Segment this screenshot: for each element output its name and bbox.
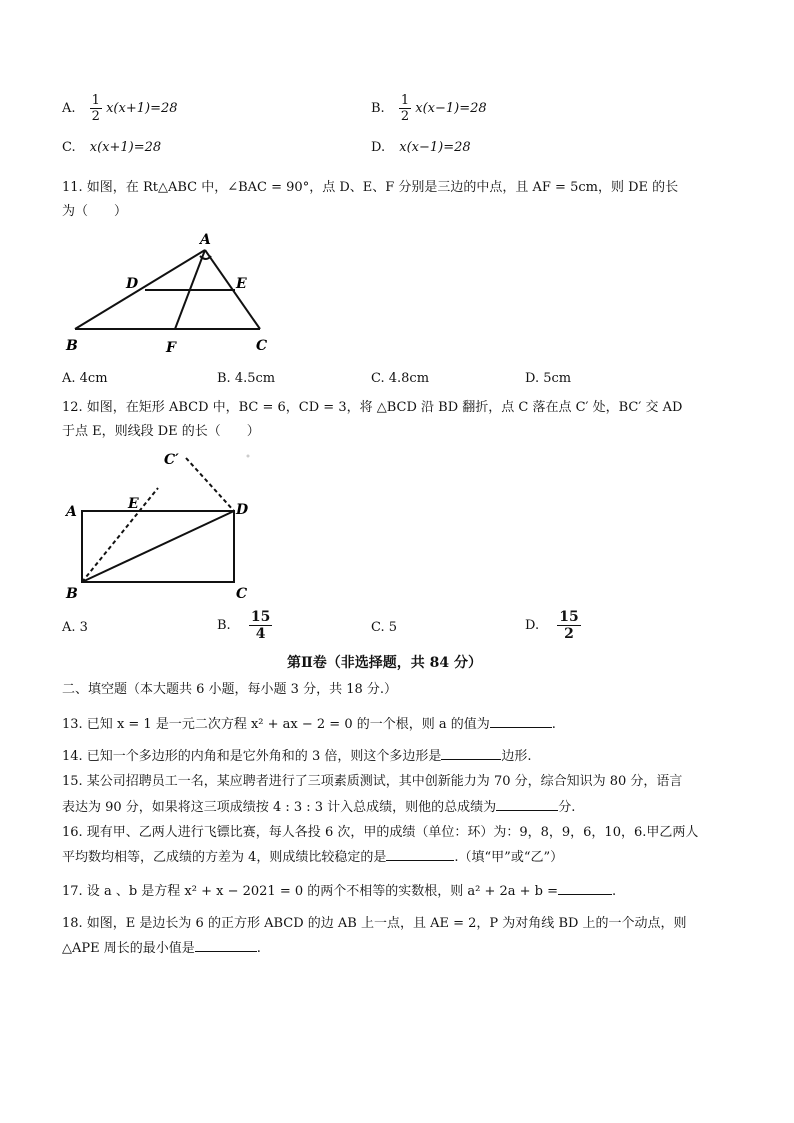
label-b: B (66, 586, 78, 602)
q18-line1: 18. 如图，E 是边长为 6 的正方形 ABCD 的边 AB 上一点，且 AE = 2，P 为对角线 BD 上的一个动点，则 (62, 916, 687, 931)
q12-option-d: D. $\frac{15}{2}$ (525, 609, 579, 642)
label-c: C (256, 338, 268, 354)
answer-blank (441, 747, 501, 760)
q11-option-c: C. 4.8cm (371, 371, 430, 386)
q12-option-b: B. $\frac{15}{4}$ (217, 609, 271, 642)
q10-option-d: D. x(x−1)=28 (371, 140, 471, 155)
fill-in-header: 二、填空题（本大题共 6 小题，每小题 3 分，共 18 分.） (62, 682, 398, 697)
q18-line2: △APE 周长的最小值是 . (62, 941, 261, 956)
answer-blank (386, 848, 454, 861)
section-title: 第Ⅱ卷（非选择题，共 84 分） (287, 655, 483, 671)
q17: 17. 设 a 、b 是方程 x² + x − 2021 = 0 的两个不相等的实数根，则 a² + 2a + b = . (62, 884, 617, 899)
q15-line2: 表达为 90 分，如果将这三项成绩按 4 : 3 : 3 计入总成绩，则他的总成绩为 分. (62, 800, 576, 815)
label-c-prime: C′ (164, 452, 179, 468)
label-e: E (128, 496, 139, 512)
answer-blank (496, 798, 558, 811)
q10-option-a: A. $\frac{1}{2}$ x(x+1)=28 (62, 93, 178, 124)
answer-blank (195, 939, 257, 952)
q14: 14. 已知一个多边形的内角和是它外角和的 3 倍，则这个多边形是 边形. (62, 749, 532, 764)
q11-stem-line1: 11. 如图，在 Rt△ABC 中，∠BAC = 90°，点 D、E、F 分别是三边的中点，且 AF = 5cm，则 DE 的长 (62, 180, 679, 195)
q12-rectangle-figure (60, 448, 260, 604)
q11-option-a: A. 4cm (62, 371, 108, 386)
fraction: $\frac{1}{2}$ (91, 93, 100, 124)
q11-option-d: D. 5cm (525, 371, 572, 386)
label-b: B (66, 338, 78, 354)
q11-stem-line2: 为（ ） (62, 204, 128, 219)
q15-line1: 15. 某公司招聘员工一名，某应聘者进行了三项素质测试，其中创新能力为 70 分，综合知识为 80 分，语言 (62, 774, 683, 789)
label-e: E (236, 276, 247, 292)
answer-blank (490, 715, 552, 728)
q12-stem-line2: 于点 E，则线段 DE 的长（ ） (62, 424, 260, 439)
fraction: $\frac{15}{4}$ (250, 609, 271, 642)
q11-triangle-figure (60, 226, 280, 358)
fraction: $\frac{15}{2}$ (559, 609, 579, 642)
q12-stem-line1: 12. 如图，在矩形 ABCD 中，BC = 6，CD = 3，将 △BCD 沿 BD 翻折，点 C 落在点 C′ 处，BC′ 交 AD (62, 400, 683, 415)
label-d: D (236, 502, 249, 518)
q12-option-c: C. 5 (371, 620, 398, 635)
q11-option-b: B. 4.5cm (217, 371, 276, 386)
label-a: A (200, 232, 211, 248)
q10-option-c: C. x(x+1)=28 (62, 140, 162, 155)
answer-blank (558, 882, 612, 895)
fraction: $\frac{1}{2}$ (400, 93, 410, 124)
label-d: D (126, 276, 139, 292)
q16-line2: 平均数均相等，乙成绩的方差为 4，则成绩比较稳定的是 .（填“甲”或“乙”） (62, 850, 564, 865)
q13: 13. 已知 x = 1 是一元二次方程 x² + ax − 2 = 0 的一个根，则 a 的值为 . (62, 717, 556, 732)
q12-option-a: A. 3 (62, 620, 88, 635)
label-f: F (166, 340, 176, 356)
q16-line1: 16. 现有甲、乙两人进行飞镖比赛，每人各投 6 次，甲的成绩（单位：环）为：9，8，9，6，10，6.甲乙两人 (62, 825, 699, 840)
q10-option-b: B. $\frac{1}{2}$ x(x−1)=28 (371, 93, 487, 124)
label-c: C (236, 586, 248, 602)
label-a: A (66, 504, 77, 520)
